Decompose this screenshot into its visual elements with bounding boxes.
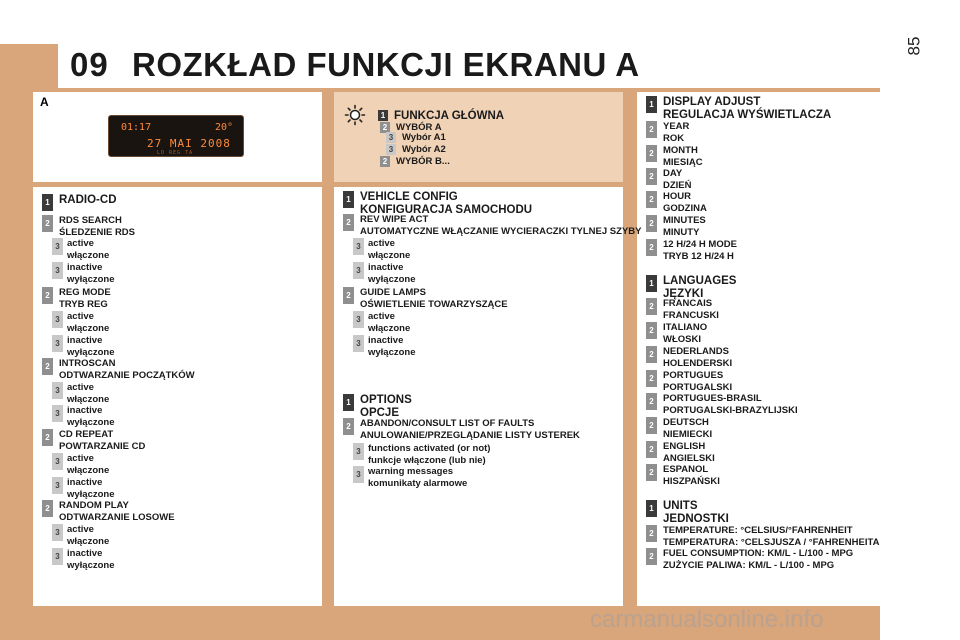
radio-cd-item	[52, 238, 109, 261]
display-adjust-item	[646, 121, 689, 144]
level-2-badge: 2	[646, 370, 657, 387]
item-line: RADIO-CD	[59, 194, 117, 206]
item-text	[663, 96, 831, 121]
item-line: FRANCUSKI	[663, 309, 719, 321]
item-line: inactive	[67, 335, 103, 346]
page-number: 85	[904, 36, 924, 56]
main-function-panel	[334, 92, 623, 182]
item-line: TEMPERATURE: °CELSIUS/°FAHRENHEIT	[663, 525, 853, 536]
item-line: inactive	[368, 335, 404, 346]
level-2-badge: 2	[646, 525, 657, 542]
item-text	[59, 500, 175, 523]
vehicle-config-item	[353, 335, 416, 358]
radio-cd-item	[52, 405, 115, 428]
item-text	[663, 322, 707, 345]
item-text	[59, 429, 145, 452]
item-line: ANULOWANIE/PRZEGLĄDANIE LISTY USTEREK	[360, 429, 580, 441]
level-2-badge: 2	[343, 214, 354, 231]
item-line: wyłączone	[67, 416, 115, 428]
item-line: Wybór A1	[402, 132, 446, 143]
item-text	[360, 214, 641, 237]
level-1-badge: 1	[343, 394, 354, 411]
radio-cd-item	[52, 262, 115, 285]
level-3-badge: 3	[52, 238, 63, 255]
item-line: wyłączone	[67, 488, 115, 500]
item-text	[663, 441, 715, 464]
level-3-badge: 3	[353, 311, 364, 328]
item-text	[360, 191, 532, 216]
item-text	[360, 287, 508, 310]
item-line: ESPANOL	[663, 464, 709, 475]
item-line: INTROSCAN	[59, 358, 116, 369]
radio-cd-item	[42, 500, 175, 523]
item-text	[67, 382, 109, 405]
vehicle-config-item	[353, 311, 410, 334]
level-2-badge: 2	[646, 393, 657, 410]
item-line: włączone	[368, 249, 411, 261]
item-line: inactive	[368, 262, 404, 273]
languages-item	[646, 275, 736, 300]
level-2-badge: 2	[646, 548, 657, 565]
item-line: inactive	[67, 548, 103, 559]
main-function-item	[378, 110, 504, 123]
item-text	[67, 311, 109, 334]
item-line: ŚLEDZENIE RDS	[59, 226, 136, 238]
level-1-badge: 1	[646, 500, 657, 517]
item-text	[663, 215, 706, 238]
item-text	[663, 548, 853, 571]
item-line: KONFIGURACJA SAMOCHODU	[360, 203, 533, 216]
item-line: RANDOM PLAY	[59, 500, 129, 511]
item-text	[59, 358, 195, 381]
level-2-badge: 2	[42, 287, 53, 304]
languages-item	[646, 441, 715, 464]
display-time: 01:17	[121, 122, 152, 133]
item-text	[360, 394, 412, 419]
item-line: włączone	[67, 535, 110, 547]
item-line: JĘZYKI	[663, 287, 704, 300]
item-text	[663, 191, 707, 214]
item-line: DZIEŃ	[663, 179, 692, 191]
level-2-badge: 2	[646, 191, 657, 208]
languages-item	[646, 346, 732, 369]
item-text	[67, 405, 115, 428]
item-line: ABANDON/CONSULT LIST OF FAULTS	[360, 418, 535, 429]
item-line: OPCJE	[360, 406, 399, 419]
display-temperature: 20°	[214, 122, 233, 133]
item-line: functions activated (or not)	[368, 443, 491, 454]
item-text	[67, 262, 115, 285]
item-line: HOLENDERSKI	[663, 357, 733, 369]
item-text	[663, 239, 737, 262]
level-2-badge: 2	[646, 464, 657, 481]
level-2-badge: 2	[646, 121, 657, 138]
chapter-number: 09	[70, 46, 109, 83]
radio-cd-item	[42, 215, 135, 238]
item-line: MONTH	[663, 145, 698, 156]
item-line: DAY	[663, 168, 683, 179]
item-line: GUIDE LAMPS	[360, 287, 426, 298]
item-text	[67, 335, 115, 358]
level-3-badge: 3	[386, 144, 396, 155]
radio-cd-item	[52, 453, 109, 476]
level-3-badge: 3	[353, 443, 364, 460]
item-line: inactive	[67, 405, 103, 416]
item-line: TRYB 12 H/24 H	[663, 250, 734, 262]
item-text	[663, 121, 689, 144]
level-1-badge: 1	[646, 96, 657, 113]
item-line: wyłączone	[67, 273, 115, 285]
item-line: ODTWARZANIE POCZĄTKÓW	[59, 369, 195, 381]
vehicle-config-item	[353, 262, 416, 285]
item-text	[368, 262, 416, 285]
languages-item	[646, 322, 707, 345]
level-1-badge: 1	[42, 194, 53, 211]
item-text	[394, 110, 504, 123]
item-line: ITALIANO	[663, 322, 708, 333]
item-line: wyłączone	[368, 273, 416, 285]
item-line: MIESIĄC	[663, 156, 703, 168]
item-line: active	[368, 311, 395, 322]
item-line: inactive	[67, 477, 103, 488]
item-line: NIEMIECKI	[663, 428, 713, 440]
display-indicators: LD REG TA	[157, 150, 194, 156]
level-2-badge: 2	[42, 429, 53, 446]
units-item	[646, 500, 729, 525]
item-line: PORTUGALSKI	[663, 381, 733, 393]
item-line: ZUŻYCIE PALIWA: KM/L - L/100 - MPG	[663, 559, 835, 571]
level-2-badge: 2	[42, 215, 53, 232]
item-text	[67, 238, 109, 261]
item-text	[59, 194, 117, 207]
item-line: warning messages	[368, 466, 454, 477]
item-line: FRANCAIS	[663, 298, 713, 309]
main-function-item	[386, 144, 446, 156]
item-text	[360, 418, 580, 441]
level-3-badge: 3	[353, 238, 364, 255]
item-line: active	[368, 238, 395, 249]
radio-cd-item	[52, 311, 109, 334]
level-1-badge: 1	[343, 191, 354, 208]
display-adjust-item	[646, 145, 703, 168]
item-line: wyłączone	[67, 559, 115, 571]
item-line: JEDNOSTKI	[663, 512, 729, 525]
level-2-badge: 2	[646, 215, 657, 232]
radio-cd-item	[52, 477, 115, 500]
page-title: ROZKŁAD FUNKCJI EKRANU A	[132, 46, 640, 83]
level-2-badge: 2	[646, 239, 657, 256]
item-line: Wybór A2	[402, 144, 446, 155]
radio-cd-item	[52, 524, 109, 547]
item-text	[663, 168, 692, 191]
level-2-badge: 2	[343, 287, 354, 304]
languages-item	[646, 464, 720, 487]
item-line: HISZPAŃSKI	[663, 475, 720, 487]
options-item	[353, 466, 467, 489]
item-text	[663, 417, 712, 440]
level-2-badge: 2	[646, 322, 657, 339]
display-date: 27 MAI 2008	[147, 137, 231, 150]
level-2-badge: 2	[42, 358, 53, 375]
item-text	[663, 464, 720, 487]
level-2-badge: 2	[646, 168, 657, 185]
level-3-badge: 3	[386, 132, 396, 143]
item-line: PORTUGUES-BRASIL	[663, 393, 762, 404]
item-text	[663, 370, 732, 393]
languages-item	[646, 298, 719, 321]
screen-label: A	[40, 95, 49, 109]
units-item	[646, 525, 879, 548]
item-text	[663, 525, 879, 548]
level-3-badge: 3	[52, 311, 63, 328]
main-function-item	[386, 132, 446, 144]
item-line: DEUTSCH	[663, 417, 709, 428]
top-band	[0, 0, 880, 44]
main-function-item	[380, 156, 450, 168]
item-text	[368, 311, 410, 334]
item-text	[402, 132, 446, 144]
radio-cd-item	[42, 194, 117, 211]
item-text	[67, 453, 109, 476]
units-item	[646, 548, 853, 571]
level-3-badge: 3	[52, 548, 63, 565]
level-1-badge: 1	[646, 275, 657, 292]
item-text	[59, 287, 111, 310]
item-line: LANGUAGES	[663, 275, 737, 287]
item-line: włączone	[67, 393, 110, 405]
item-line: WŁOSKI	[663, 333, 701, 345]
item-line: HOUR	[663, 191, 691, 202]
item-line: komunikaty alarmowe	[368, 477, 468, 489]
item-text	[663, 298, 719, 321]
level-3-badge: 3	[52, 382, 63, 399]
item-line: AUTOMATYCZNE WŁĄCZANIE WYCIERACZKI TYLNEJ SZYBY	[360, 225, 642, 237]
level-2-badge: 2	[42, 500, 53, 517]
item-text	[396, 156, 450, 168]
level-2-badge: 2	[646, 145, 657, 162]
item-text	[59, 215, 135, 238]
level-1-badge: 1	[378, 110, 388, 121]
item-text	[402, 144, 446, 156]
item-line: funkcje włączone (lub nie)	[368, 454, 486, 466]
item-line: active	[67, 524, 94, 535]
item-text	[67, 548, 115, 571]
item-text	[368, 466, 467, 489]
item-text	[663, 393, 798, 416]
item-line: OPTIONS	[360, 394, 412, 406]
display-adjust-item	[646, 191, 707, 214]
item-line: ROK	[663, 132, 685, 144]
item-line: CD REPEAT	[59, 429, 114, 440]
level-3-badge: 3	[353, 262, 364, 279]
item-line: WYBÓR B...	[396, 156, 450, 167]
level-3-badge: 3	[353, 335, 364, 352]
item-text	[67, 477, 115, 500]
radio-cd-item	[42, 429, 145, 452]
level-2-badge: 2	[646, 441, 657, 458]
level-2-badge: 2	[380, 156, 390, 167]
display-adjust-item	[646, 168, 692, 191]
options-item	[353, 443, 490, 466]
item-text	[368, 443, 490, 466]
radio-cd-item	[52, 382, 109, 405]
radio-cd-item	[52, 548, 115, 571]
item-line: active	[67, 382, 94, 393]
item-line: FUNKCJA GŁÓWNA	[394, 110, 505, 122]
item-line: DISPLAY ADJUST	[663, 96, 761, 108]
level-2-badge: 2	[343, 418, 354, 435]
vehicle-config-item	[343, 214, 641, 237]
watermark: carmanualsonline.info	[590, 606, 824, 633]
item-text	[663, 346, 732, 369]
item-line: MINUTES	[663, 215, 706, 226]
level-3-badge: 3	[52, 262, 63, 279]
item-text	[368, 335, 416, 358]
item-line: active	[67, 311, 94, 322]
display-adjust-item	[646, 215, 706, 238]
options-item	[343, 394, 412, 419]
item-line: RDS SEARCH	[59, 215, 122, 226]
display-adjust-item	[646, 96, 831, 121]
item-line: PORTUGALSKI-BRAZYLIJSKI	[663, 404, 798, 416]
item-line: wyłączone	[368, 346, 416, 358]
level-2-badge: 2	[646, 298, 657, 315]
item-text	[663, 145, 703, 168]
item-line: włączone	[368, 322, 411, 334]
level-2-badge: 2	[646, 417, 657, 434]
item-line: inactive	[67, 262, 103, 273]
languages-item	[646, 393, 798, 416]
item-line: UNITS	[663, 500, 698, 512]
item-line: MINUTY	[663, 226, 700, 238]
item-line: active	[67, 453, 94, 464]
item-text	[67, 524, 109, 547]
level-3-badge: 3	[52, 524, 63, 541]
level-3-badge: 3	[52, 335, 63, 352]
screen-display	[108, 115, 244, 157]
languages-item	[646, 417, 712, 440]
vehicle-config-item	[353, 238, 410, 261]
item-line: POWTARZANIE CD	[59, 440, 146, 452]
item-line: ODTWARZANIE LOSOWE	[59, 511, 175, 523]
item-line: NEDERLANDS	[663, 346, 729, 357]
brightness-icon	[344, 104, 366, 126]
vehicle-config-item	[343, 287, 508, 310]
item-line: REGULACJA WYŚWIETLACZA	[663, 108, 832, 121]
level-2-badge: 2	[646, 346, 657, 363]
display-adjust-item	[646, 239, 737, 262]
item-line: WYBÓR A	[396, 122, 442, 133]
item-line: włączone	[67, 322, 110, 334]
item-line: ANGIELSKI	[663, 452, 715, 464]
options-item	[343, 418, 580, 441]
languages-item	[646, 370, 732, 393]
item-line: ENGLISH	[663, 441, 706, 452]
item-line: TEMPERATURA: °CELSJUSZA / °FAHRENHEITA	[663, 536, 880, 548]
item-line: wyłączone	[67, 346, 115, 358]
item-line: TRYB REG	[59, 298, 108, 310]
item-text	[663, 500, 729, 525]
radio-cd-item	[52, 335, 115, 358]
level-2-badge: 2	[380, 122, 390, 133]
item-text	[368, 238, 410, 261]
item-text	[663, 275, 736, 300]
radio-cd-item	[42, 287, 111, 310]
item-line: YEAR	[663, 121, 690, 132]
item-line: VEHICLE CONFIG	[360, 191, 458, 203]
vehicle-config-item	[343, 191, 532, 216]
item-line: REV WIPE ACT	[360, 214, 429, 225]
item-line: OŚWIETLENIE TOWARZYSZĄCE	[360, 298, 508, 310]
item-line: włączone	[67, 249, 110, 261]
item-line: PORTUGUES	[663, 370, 724, 381]
level-3-badge: 3	[52, 453, 63, 470]
level-3-badge: 3	[52, 477, 63, 494]
item-line: 12 H/24 H MODE	[663, 239, 737, 250]
item-line: active	[67, 238, 94, 249]
item-line: FUEL CONSUMPTION: KM/L - L/100 - MPG	[663, 548, 854, 559]
item-line: REG MODE	[59, 287, 111, 298]
radio-cd-item	[42, 358, 195, 381]
item-line: GODZINA	[663, 202, 707, 214]
level-3-badge: 3	[353, 466, 364, 483]
level-3-badge: 3	[52, 405, 63, 422]
item-line: włączone	[67, 464, 110, 476]
